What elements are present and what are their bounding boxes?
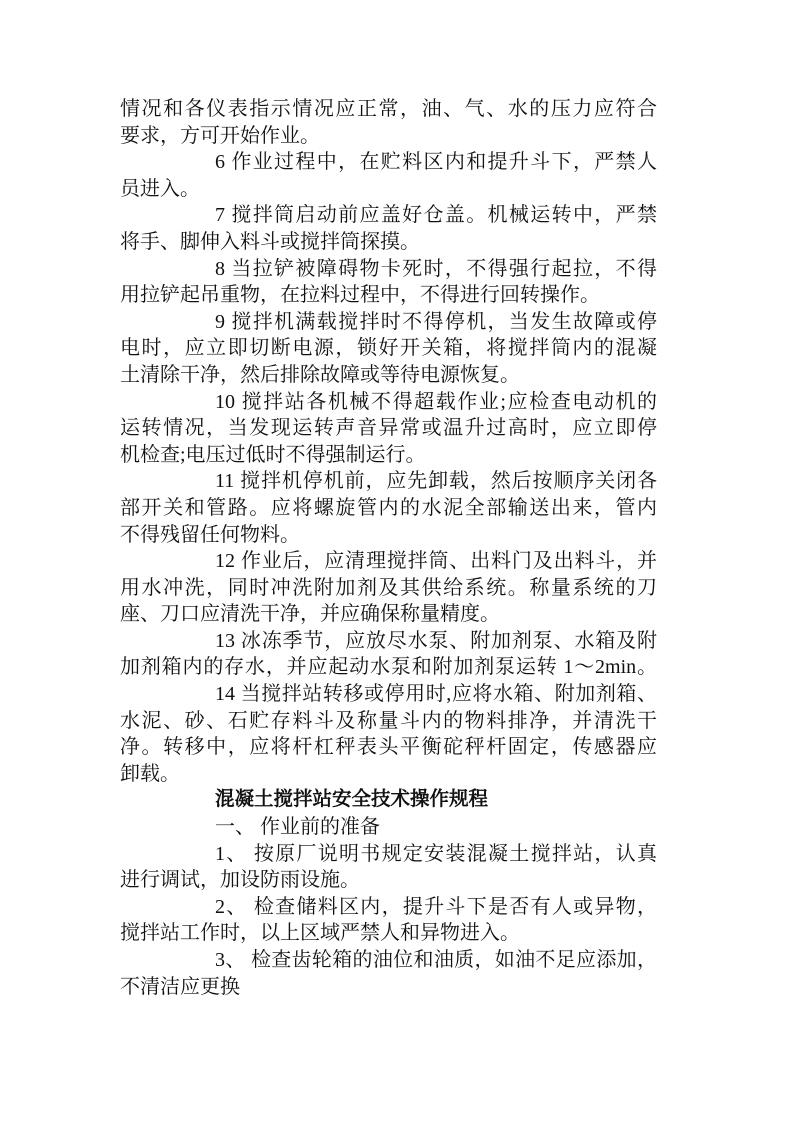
text-line: 一、 作业前的准备 [215,816,380,839]
text-line: 将手、脚伸入料斗或搅拌筒探摸。 [120,230,420,253]
text-line: 净。转移中，应将杆杠秤表头平衡砣秤杆固定，传感器应 [120,736,657,759]
text-line: 情况和各仪表指示情况应正常，油、气、水的压力应符合 [120,98,657,120]
text-line: 机检查;电压过低时不得强制运行。 [120,443,426,466]
text-line: 14 当搅拌站转移或停用时,应将水箱、附加剂箱、 [215,683,657,706]
text-line: 加剂箱内的存水，并应起动水泵和附加剂泵运转 1～2min。 [120,656,657,679]
text-line: 10 搅拌站各机械不得超载作业;应检查电动机的 [215,390,657,413]
text-line: 1、 按原厂说明书规定安装混凝土搅拌站，认真 [215,842,657,865]
text-line: 7 搅拌筒启动前应盖好仓盖。机械运转中，严禁 [215,204,657,227]
text-line: 11 搅拌机停机前，应先卸载，然后按顺序关闭各 [215,470,657,493]
text-line: 员进入。 [120,177,200,200]
text-line: 要求，方可开始作业。 [120,124,320,147]
text-line: 卸载。 [120,762,180,785]
text-line: 13 冰冻季节，应放尽水泵、附加剂泵、水箱及附 [215,629,657,652]
text-line: 3、 检查齿轮箱的油位和油质，如油不足应添加， [215,949,657,971]
text-line: 部开关和管路。应将螺旋管内的水泥全部输送出来，管内 [120,496,657,519]
text-line: 土清除干净，然后排除故障或等待电源恢复。 [120,363,520,386]
text-line: 不清洁应更换 [120,975,240,998]
text-line: 运转情况，当发现运转声音异常或温升过高时，应立即停 [120,417,657,440]
text-line: 座、刀口应清洗干净，并应确保称量精度。 [120,603,500,626]
text-line: 水泥、砂、石贮存料斗及称量斗内的物料排净，并清洗干 [120,709,657,732]
document-body [120,96,657,1000]
text-line: 9 搅拌机满载搅拌时不得停机，当发生故障或停 [215,310,657,333]
text-line: 8 当拉铲被障碍物卡死时，不得强行起拉，不得 [215,257,657,280]
text-line: 用水冲洗，同时冲洗附加剂及其供给系统。称量系统的刀 [120,576,657,599]
text-line: 用拉铲起吊重物，在拉料过程中，不得进行回转操作。 [120,284,600,307]
text-line: 6 作业过程中，在贮料区内和提升斗下，严禁人 [215,151,657,174]
section-heading: 混凝土搅拌站安全技术操作规程 [215,789,489,811]
text-line: 2、 检查储料区内，提升斗下是否有人或异物， [215,895,657,918]
text-line: 搅拌站工作时，以上区域严禁人和异物进入。 [120,922,520,945]
text-line: 不得残留任何物料。 [120,523,300,546]
text-line: 电时，应立即切断电源，锁好开关箱，将搅拌筒内的混凝 [120,337,657,360]
text-line: 12 作业后，应清理搅拌筒、出料门及出料斗，并 [215,550,657,573]
text-line: 进行调试，加设防雨设施。 [120,869,360,892]
